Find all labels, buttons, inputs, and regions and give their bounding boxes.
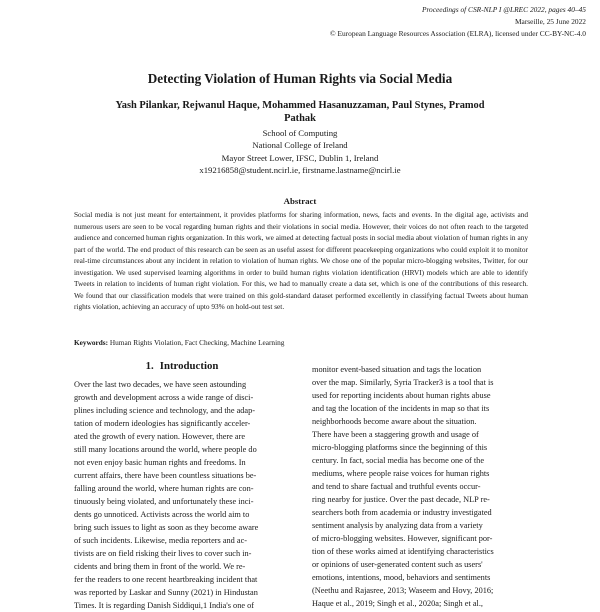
text-line: ated the growth of every nation. However, there are <box>74 432 246 441</box>
text-line: bring such issues to light as soon as they become aware <box>74 523 259 532</box>
text-line: Times. It is regarding Danish Siddiqui,1 India's one of <box>74 601 255 610</box>
text-line: fer the readers to one recent heartbreaking incident that <box>74 575 258 584</box>
keywords-label: Keywords: <box>74 338 109 347</box>
text-line: tion of these works aimed at identifying characteristics <box>312 547 494 556</box>
text-line: There have been a staggering growth and usage of <box>312 430 479 439</box>
affiliation-emails: x19216858@student.ncirl.ie, firstname.lastname@ncirl.ie <box>199 165 401 176</box>
text-line: Over the last two decades, we have seen astounding <box>74 380 247 389</box>
text-line: tinuously being violated, and unfortunately these inci- <box>74 497 254 506</box>
text-line: used for reporting incidents about human rights abuse <box>312 391 491 400</box>
date-line: Marseille, 25 June 2022 <box>514 17 586 26</box>
affiliation-address: Mayor Street Lower, IFSC, Dublin 1, Ireland <box>221 152 379 163</box>
affiliation-college: National College of Ireland <box>252 140 348 151</box>
text-line: plines including science and technology, and the adap- <box>74 406 256 415</box>
text-line: current affairs, there have been countless situations be- <box>74 471 257 480</box>
section-heading <box>74 360 296 372</box>
text-line: emotions, intentions, mood, behaviors and sentiments <box>312 573 491 582</box>
text-line: dents go unnoticed. Activists across the world aim to <box>74 510 250 519</box>
text-line: tation of modern ideologies has significantly acceler- <box>74 419 251 428</box>
text-line: still many locations around the world, where people do <box>74 445 257 454</box>
text-line: micro-blogging platforms since the beginning of this <box>312 443 488 452</box>
license-line: © European Language Resources Association (ELRA), licensed under CC-BY-NC-4.0 <box>329 29 586 38</box>
text-line: of such incidents. Likewise, media reporters and ac- <box>74 536 248 545</box>
text-line: monitor event-based situation and tags the location <box>312 365 482 374</box>
text-line: tivists are on field risking their lives to cover such in- <box>74 549 252 558</box>
text-line: mediums, where people raise voices for human rights <box>312 469 490 478</box>
text-line: over the map. Similarly, Syria Tracker3 is a tool that is <box>312 378 494 387</box>
text-line: (Neethu and Rajasree, 2013; Waseem and Hovy, 2016; <box>312 586 494 595</box>
right-column <box>312 363 528 610</box>
text-line: was reported by Laskar and Sunny (2021) in Hindustan <box>74 588 258 597</box>
text-line: and tend to share factual and truthful events occur- <box>312 482 481 491</box>
abstract-text: Social media is not just meant for entertainment, it provides platforms for sharing information, news, facts and events. In the digital age, activists and numerous users are seen to be vocal regarding human rights and their violations in social media. However, their voices do not often reach to the targeted audience and concerned human rights organization. In this work, we aimed at detecting factual posts in social media about violation of human rights in any part of the world. The end product of this research can be seen as an useful assest for different peacekeeping organizations who could exploit it to monitor real-time circumstances about any incident in relation to violation of human rights. We chose one of the popular micro-blogging websites, Twitter, for our investigation. We used supervised learning algorithms in order to build human rights violation identification (HRVI) models which are able to identify Tweets in relation to incidents of human right violation. For this, we had to manually create a data set, which is one of the contributions of this research. We found that our classification models that were trained on this gold-standard dataset performed excellently in classifying factual Tweets about human rights violation, achieving an accuracy of upto 93% on hold-out test set. <box>74 210 528 311</box>
authors-line-2: Pathak <box>284 113 316 124</box>
text-line: searchers both from academia or industry investigated <box>312 508 492 517</box>
text-line: cidents and bring them in front of the world. We re- <box>74 562 246 571</box>
text-line: falling around the world, where human rights are con- <box>74 484 254 493</box>
affiliation-school: School of Computing <box>262 128 338 138</box>
text-line: of micro-blogging websites. However, significant por- <box>312 534 493 543</box>
text-line: neighborhoods become aware about the situation. <box>312 417 477 426</box>
text-line: or opinions of user-generated content such as users' <box>312 560 483 569</box>
text-line: Haque et al., 2019; Singh et al., 2020a; Singh et al., <box>312 599 483 608</box>
authors-line-1: Yash Pilankar, Rejwanul Haque, Mohammed Hasanuzzaman, Paul Stynes, Pramod <box>115 100 485 111</box>
text-line: and tag the location of the incidents in map so that its <box>312 404 490 413</box>
proceedings-line: Proceedings of CSR-NLP I @LREC 2022, pages 40–45 <box>421 5 586 14</box>
paper-title: Detecting Violation of Human Rights via Social Media <box>147 71 453 86</box>
keywords <box>74 338 528 347</box>
keywords-text: Human Rights Violation, Fact Checking, Machine Learning <box>109 338 285 347</box>
section-title: Introduction <box>159 360 219 372</box>
proceedings-header <box>166 4 586 40</box>
text-line: ring nearby for justice. Over the past decade, NLP re- <box>312 495 490 504</box>
text-line: sentiment analysis by analyzing data from a variety <box>312 521 483 530</box>
affiliation <box>0 127 600 177</box>
section-number: 1. <box>145 360 154 372</box>
text-line: growth and development across a wide range of disci- <box>74 393 254 402</box>
text-line: not even enjoy basic human rights and freedoms. In <box>74 458 246 467</box>
text-line: century. In fact, social media has become one of the <box>312 456 485 465</box>
left-column <box>74 378 296 612</box>
abstract-heading: Abstract <box>283 196 317 206</box>
authors <box>100 99 500 125</box>
